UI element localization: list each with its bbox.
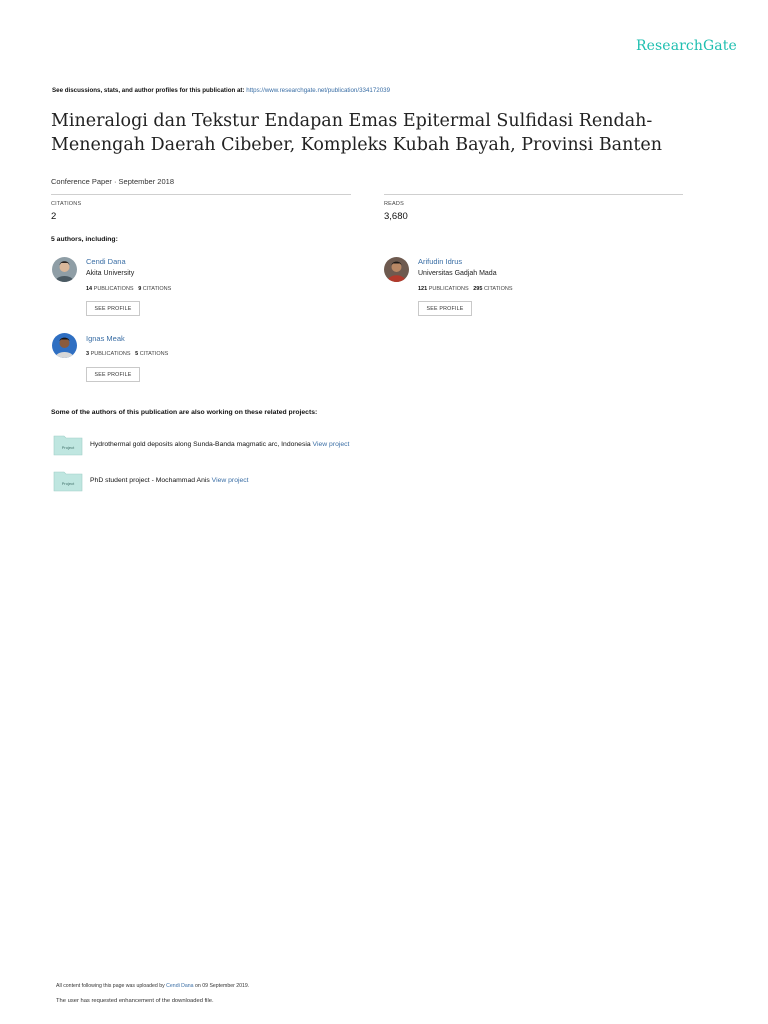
author-name-link[interactable]: Arifudin Idrus <box>418 257 463 266</box>
author-name-link[interactable]: Cendi Dana <box>86 257 126 266</box>
author-photo-icon <box>52 333 77 358</box>
author-institution: Universitas Gadjah Mada <box>418 270 497 277</box>
author-name-link[interactable]: Ignas Meak <box>86 334 125 343</box>
citations-label: CITATIONS <box>142 286 172 292</box>
author-photo-icon <box>52 257 77 282</box>
publications-label: PUBLICATIONS <box>428 286 469 292</box>
project-icon-label: Project <box>61 481 75 486</box>
publications-count: 121 <box>418 286 428 292</box>
publication-url-link[interactable]: https://www.researchgate.net/publication/334172039 <box>246 87 391 94</box>
project-item <box>90 441 349 448</box>
authors-heading: 5 authors, including: <box>51 236 118 243</box>
see-profile-button[interactable]: SEE PROFILE <box>86 301 140 316</box>
uploader-link[interactable]: Cendi Dana <box>166 983 194 989</box>
reads-label: READS <box>384 201 404 207</box>
avatar[interactable] <box>52 257 77 282</box>
upload-suffix: on 09 September 2019. <box>193 983 250 989</box>
related-projects-heading: Some of the authors of this publication are also working on these related projects: <box>51 409 318 416</box>
upload-note <box>56 983 249 989</box>
paper-title: Mineralogi dan Tekstur Endapan Emas Epitermal Sulfidasi Rendah-Menengah Daerah Cibeber, Kompleks Kubah Bayah, Provinsi Banten <box>51 111 663 155</box>
publications-count: 3 <box>86 351 90 357</box>
publications-count: 14 <box>86 286 93 292</box>
citations-label: CITATIONS <box>483 286 513 292</box>
project-folder-icon <box>53 434 83 456</box>
publications-label: PUBLICATIONS <box>93 286 134 292</box>
see-profile-button[interactable]: SEE PROFILE <box>86 367 140 382</box>
see-profile-button[interactable]: SEE PROFILE <box>418 301 472 316</box>
researchgate-logo[interactable]: ResearchGate <box>636 38 737 54</box>
project-title: Hydrothermal gold deposits along Sunda-Banda magmatic arc, Indonesia <box>90 441 313 448</box>
citations-label: CITATIONS <box>51 201 82 207</box>
discussion-line <box>52 87 390 94</box>
author-stats <box>418 286 513 292</box>
publications-label: PUBLICATIONS <box>90 351 131 357</box>
author-photo-icon <box>384 257 409 282</box>
view-project-link[interactable]: View project <box>312 441 350 448</box>
project-icon-label: Project <box>61 445 75 450</box>
citations-value: 2 <box>51 211 57 222</box>
publication-meta: Conference Paper · September 2018 <box>51 177 174 186</box>
citations-count: 295 <box>473 286 483 292</box>
author-stats <box>86 286 171 292</box>
upload-prefix: All content following this page was uploaded by <box>56 983 167 989</box>
project-item <box>90 477 249 484</box>
divider-reads <box>384 194 683 195</box>
avatar[interactable] <box>52 333 77 358</box>
avatar[interactable] <box>384 257 409 282</box>
citations-count: 5 <box>135 351 139 357</box>
divider-citations <box>51 194 351 195</box>
citations-label: CITATIONS <box>139 351 169 357</box>
author-stats <box>86 351 168 357</box>
reads-value: 3,680 <box>384 211 408 222</box>
project-title: PhD student project - Mochammad Anis <box>90 477 212 484</box>
citations-count: 9 <box>138 286 142 292</box>
enhancement-note: The user has requested enhancement of the downloaded file. <box>56 998 214 1004</box>
project-folder-icon <box>53 470 83 492</box>
discussion-prefix: See discussions, stats, and author profiles for this publication at: <box>52 87 247 94</box>
author-institution: Akita University <box>86 270 135 277</box>
view-project-link[interactable]: View project <box>211 477 249 484</box>
